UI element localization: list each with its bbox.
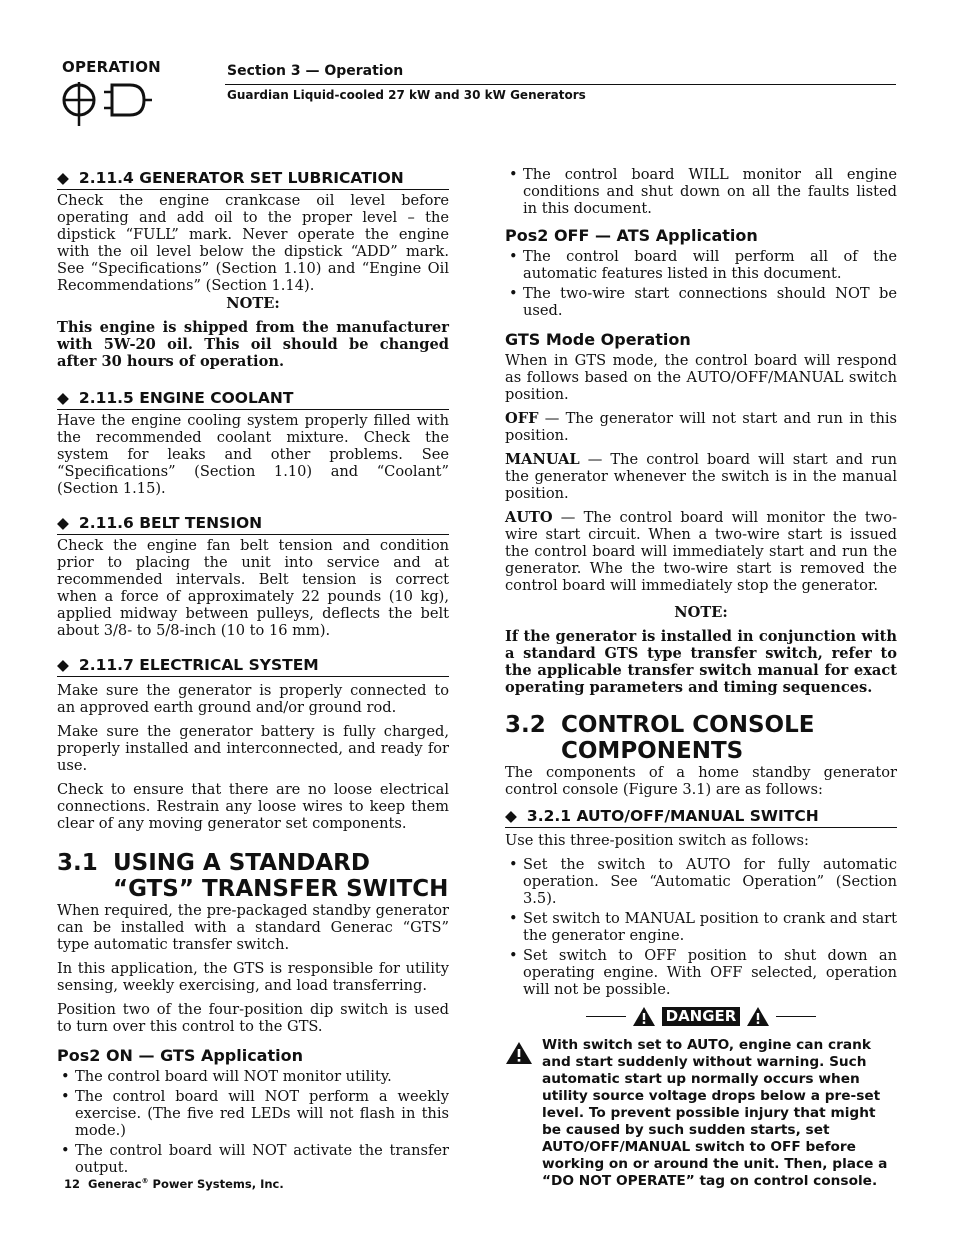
electrical-text-3: Check to ensure that there are no loose electrical connections. Restrain any loose wires to keep them clear of any moving generator set components. — [57, 781, 449, 832]
pos2-on-list-continued — [505, 166, 897, 217]
heading-2-11-6: ◆ 2.11.6 BELT TENSION — [57, 515, 449, 535]
page-footer — [64, 1177, 284, 1191]
pos2-on-list — [57, 1068, 449, 1176]
note-label: NOTE: — [226, 295, 280, 312]
operation-label: OPERATION — [62, 58, 161, 76]
diamond-bullet-icon: ◆ — [57, 389, 69, 407]
lubrication-text: Check the engine crankcase oil level before operating and add oil to the proper level – the dipstick “FULL” mark. Never operate the engine with the oil level below the dipstick “ADD” mark. See “Specifications” (Section 1.10) and “Engine Oil Recommendations” (Section 1.14). — [57, 192, 449, 294]
gts-responsibility-text: In this application, the GTS is responsible for utility sensing, weekly exercising, and load transferring. — [57, 960, 449, 994]
gts-mode-text: When in GTS mode, the control board will respond as follows based on the AUTO/OFF/MANUAL switch position. — [505, 352, 897, 403]
list-item: • The control board will NOT monitor utility. — [57, 1068, 449, 1085]
diamond-bullet-icon: ◆ — [57, 514, 69, 532]
gts-note-text: If the generator is installed in conjunction with a standard GTS type transfer switch, refer to the applicable transfer switch manual for exact operating parameters and timing sequences. — [505, 628, 897, 696]
list-item: • Set switch to OFF position to shut down an operating engine. With OFF selected, operation will not be possible. — [505, 947, 897, 998]
console-text: The components of a home standby generator control console (Figure 3.1) are as follows: — [505, 764, 897, 798]
document-subtitle: Guardian Liquid-cooled 27 kW and 30 kW Generators — [227, 88, 586, 102]
danger-rule — [776, 1016, 816, 1017]
belt-text: Check the engine fan belt tension and condition prior to placing the unit into service and at recommended intervals. Belt tension is correct when a force of approximately 22 pounds (10 kg), applied midway between pulleys, deflects the belt about 3/8- to 5/8-inch (10 to 16 mm). — [57, 537, 449, 639]
gts-intro-text: When required, the pre-packaged standby generator can be installed with a standard Generac “GTS” type automatic transfer switch. — [57, 902, 449, 953]
header-rule — [225, 84, 896, 85]
footer-company: Generac — [88, 1177, 142, 1191]
switch-list — [505, 856, 897, 998]
diamond-bullet-icon: ◆ — [505, 807, 517, 825]
warning-triangle-icon — [746, 1006, 770, 1027]
list-item: • The control board will perform all of the automatic features listed in this document. — [505, 248, 897, 282]
heading-3-1: 3.1 USING A STANDARD “GTS” TRANSFER SWITCH — [57, 850, 449, 902]
warning-triangle-icon — [632, 1006, 656, 1027]
list-item: • Set switch to MANUAL position to crank and start the generator engine. — [505, 910, 897, 944]
coolant-text: Have the engine cooling system properly filled with the recommended coolant mixture. Check the system for leaks and other problems. See “Specifications” (Section 1.10) and “Coolant” (Section 1.15). — [57, 412, 449, 497]
footer-company-rest: Power Systems, Inc. — [148, 1177, 284, 1191]
list-item: • Set the switch to AUTO for fully automatic operation. See “Automatic Operation” (Section 3.5). — [505, 856, 897, 907]
danger-banner — [505, 1006, 897, 1027]
switch-intro-text: Use this three-position switch as follows: — [505, 832, 809, 849]
pos2-on-heading: Pos2 ON — GTS Application — [57, 1046, 303, 1065]
diamond-bullet-icon: ◆ — [57, 656, 69, 674]
pos2-off-heading: Pos2 OFF — ATS Application — [505, 226, 758, 245]
page-number: 12 — [64, 1177, 81, 1191]
pos2-off-list — [505, 248, 897, 319]
heading-2-11-4: ◆ 2.11.4 GENERATOR SET LUBRICATION — [57, 170, 449, 190]
warning-text: With switch set to AUTO, engine can crank and start suddenly without warning. Such automatic start up normally occurs when utility source voltage drops below a pre-set level. To prevent possible injury that might be caused by such sudden starts, set AUTO/OFF/MANUAL switch to OFF before working on or around the unit. Then, place a “DO NOT OPERATE” tag on control console. — [542, 1037, 888, 1189]
auto-mode-text: AUTO — The control board will monitor the two-wire start circuit. When a two-wire start is issued the control board will immediately start and run the generator. Whe the two-wire start is removed the control board will immediately stop the generator. — [505, 509, 897, 594]
danger-rule — [586, 1016, 626, 1017]
manual-mode-text: MANUAL — The control board will start and run the generator whenever the switch is in the manual position. — [505, 451, 897, 502]
oil-note-text: This engine is shipped from the manufacturer with 5W-20 oil. This oil should be changed after 30 hours of operation. — [57, 319, 449, 370]
electrical-text-2: Make sure the generator battery is fully charged, properly installed and interconnected, and ready for use. — [57, 723, 449, 774]
diamond-bullet-icon: ◆ — [57, 169, 69, 187]
heading-2-11-5: ◆ 2.11.5 ENGINE COOLANT — [57, 390, 449, 410]
danger-warning — [505, 1037, 897, 1190]
list-item: • The control board will NOT activate the transfer output. — [57, 1142, 449, 1176]
note-label: NOTE: — [674, 604, 728, 621]
list-item: • The control board WILL monitor all engine conditions and shut down on all the faults listed in this document. — [505, 166, 897, 217]
heading-2-11-7: ◆ 2.11.7 ELECTRICAL SYSTEM — [57, 657, 449, 677]
plug-outlet-icon — [60, 78, 156, 128]
gts-mode-heading: GTS Mode Operation — [505, 330, 691, 349]
list-item: • The two-wire start connections should NOT be used. — [505, 285, 897, 319]
warning-triangle-icon — [505, 1041, 533, 1065]
heading-3-2-1: ◆ 3.2.1 AUTO/OFF/MANUAL SWITCH — [505, 808, 897, 828]
registered-mark: ® — [141, 1177, 149, 1186]
dip-switch-text: Position two of the four-position dip switch is used to turn over this control to the GTS. — [57, 1001, 449, 1035]
heading-3-2: 3.2 CONTROL CONSOLE COMPONENTS — [505, 712, 815, 764]
section-header: Section 3 — Operation — [227, 63, 404, 79]
off-mode-text: OFF — The generator will not start and run in this position. — [505, 410, 897, 444]
right-column — [505, 166, 897, 1190]
list-item: • The control board will NOT perform a weekly exercise. (The five red LEDs will not flash in this mode.) — [57, 1088, 449, 1139]
electrical-text-1: Make sure the generator is properly connected to an approved earth ground and/or ground rod. — [57, 682, 449, 716]
danger-label: DANGER — [662, 1007, 741, 1026]
